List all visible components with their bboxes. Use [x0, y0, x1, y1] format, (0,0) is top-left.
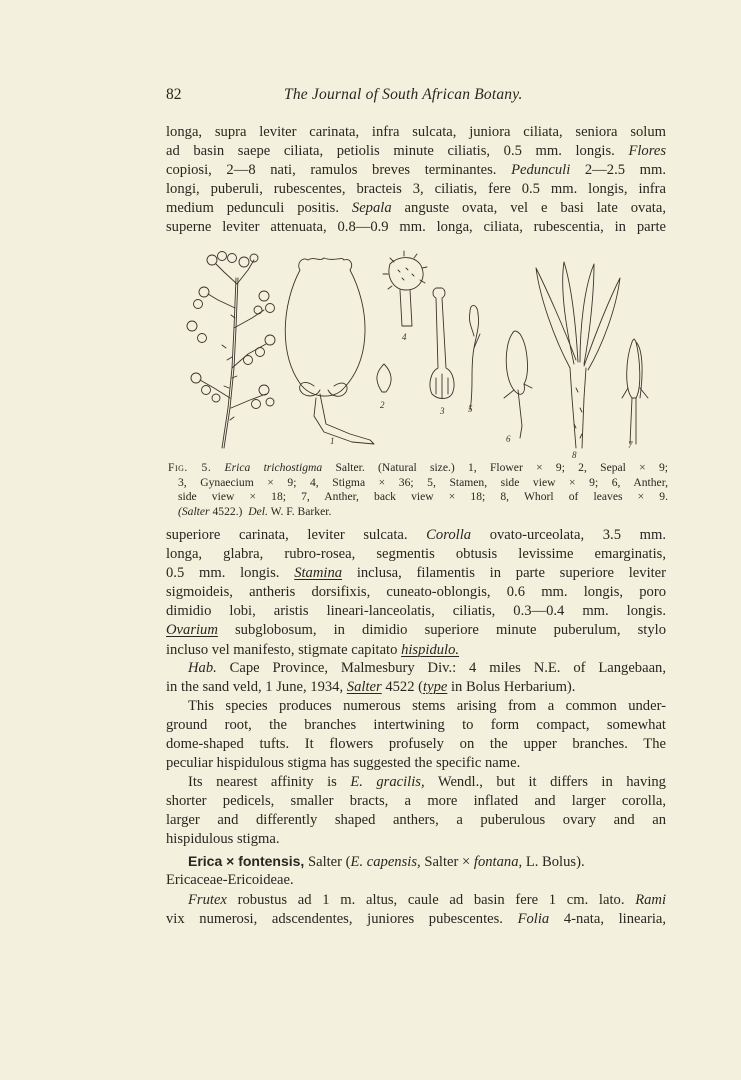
caption-line: Fig. 5. Erica trichostigma Salter. (Natural size.) 1, Flower × 9; 2, Sepal × 9; [168, 461, 669, 474]
term-stamina: Stamina [294, 565, 343, 582]
botanical-illustration [174, 248, 672, 458]
figure-label-2: 2 [380, 400, 385, 410]
text-line: This species produces numerous stems arising from a common under- [188, 698, 666, 714]
text-line: Erica × fontensis, Salter (E. capensis, Salter × fontana, L. Bolus). [188, 853, 585, 870]
term-sepala: Sepala [351, 200, 392, 217]
text-line: Frutex robustus ad 1 m. altus, caule ad basin fere 1 cm. lato. Rami [188, 892, 666, 908]
figure-label-7: 7 [628, 440, 633, 450]
text-line: dimidio lobi, aristis lineari-lanceolatis, ciliatis, 0.3—0.4 mm. longis. [166, 603, 666, 620]
species-heading [166, 852, 666, 890]
text-line: vix numerosi, adscendentes, juniores pubescentes. Folia 4-nata, linearia, [166, 911, 667, 928]
text-line: shorter pedicels, smaller bracts, a more inflated and larger corolla, [166, 793, 666, 810]
caption-line: 3, Gynaecium × 9; 4, Stigma × 36; 5, Stamen, side view × 9; 6, Anther, [178, 475, 668, 489]
caption-line: side view × 18; 7, Anther, back view × 18; 8, Whorl of leaves × 9. [178, 490, 668, 504]
anther-back-drawing [622, 339, 648, 444]
page-number: 82 [166, 86, 182, 103]
running-header [166, 86, 666, 108]
text-line: longa, supra leviter carinata, infra sulcata, juniora ciliata, seniora solum [166, 124, 666, 140]
text-line: longi, puberuli, rubescentes, bracteis 3, ciliatis, fere 0.5 mm. longis, infra [166, 181, 666, 198]
species-ref: E. gracilis, [350, 774, 425, 790]
text-line: Ovarium subglobosum, in dimidio superiore minute puberulum, stylo [166, 622, 666, 639]
plant-spray-drawing [187, 252, 275, 449]
text-line: incluso vel manifesto, stigmate capitato hispidulo. [166, 641, 460, 658]
figure-label-8: 8 [572, 450, 577, 458]
term-corolla: Corolla [426, 527, 472, 543]
term-pedunculi: Pedunculi [511, 162, 571, 179]
remarks-paragraph [166, 697, 666, 773]
journal-title: The Journal of South African Botany. [284, 86, 523, 103]
figure-label-4: 4 [402, 332, 407, 342]
description-paragraph-2 [166, 526, 666, 660]
text-line: larger and differently shaped anthers, a puberulous ovary and an [166, 812, 666, 829]
family-line: Ericaceae-Ericoideae. [166, 872, 294, 889]
text-line: dome-shaped tufts. It flowers profusely on the upper branches. The [166, 736, 666, 753]
text-line: Hab. Cape Province, Malmesbury Div.: 4 miles N.E. of Langebaan, [188, 660, 666, 676]
habitat-paragraph [166, 659, 666, 697]
figure-caption [168, 461, 668, 519]
text-line: copiosi, 2—8 nati, ramulos breves terminantes. Pedunculi 2—2.5 mm. [166, 162, 666, 179]
stamen-drawing [469, 305, 480, 410]
text-line: medium pedunculi positis. Sepala anguste ovata, vel e basi late ovata, [166, 200, 666, 217]
flower-drawing [285, 258, 374, 444]
figure-label-5: 5 [468, 404, 473, 414]
term-hispidulo: hispidulo. [401, 641, 460, 658]
text-line: Its nearest affinity is E. gracilis, Wendl., but it differs in having [188, 774, 666, 790]
text-line: superne leviter attenuata, 0.8—0.9 mm. longa, ciliata, rubescentia, in parte [166, 219, 666, 236]
text-line: hispidulous stigma. [166, 831, 280, 848]
sepal-drawing [377, 364, 391, 392]
hab-label: Hab. [188, 660, 217, 676]
description-paragraph-1 [166, 123, 666, 238]
species-name: Erica trichostigma [224, 461, 323, 474]
text-line: ground root, the branches intertwining to form compact, somewhat [166, 717, 666, 734]
text-line: in the sand veld, 1 June, 1934, Salter 4522 (type in Bolus Herbarium). [166, 679, 576, 696]
affinity-paragraph [166, 773, 666, 849]
text-line: ad basin saepe ciliata, petiolis minute ciliatis, 0.5 mm. longis. Flores [166, 143, 666, 160]
anther-side-drawing [504, 331, 532, 438]
stigma-drawing [383, 251, 427, 326]
text-line: 0.5 mm. longis. Stamina inclusa, filamentis in parte superiore leviter [166, 565, 667, 582]
figure-label-1: 1 [330, 436, 335, 446]
term-ovarium: Ovarium [166, 622, 218, 639]
caption-line: (Salter 4522.) Del. W. F. Barker. [178, 504, 332, 518]
description-paragraph-3 [166, 891, 666, 929]
term-flores: Flores [628, 143, 666, 160]
leaf-whorl-drawing [536, 262, 620, 448]
text-line: longa, glabra, rubro-rosea, segmentis obtusis levissime emarginatis, [166, 546, 666, 563]
text-line: sigmoideis, antheris dorsifixis, cuneato-oblongis, 0.6 mm. longis, poro [166, 584, 666, 601]
figure-label-6: 6 [506, 434, 511, 444]
text-line: peculiar hispidulous stigma has suggested the specific name. [166, 755, 521, 772]
text-line: superiore carinata, leviter sulcata. Corolla ovato-urceolata, 3.5 mm. [166, 527, 666, 543]
figure-label-3: 3 [440, 406, 445, 416]
species-title: Erica × fontensis, [188, 853, 305, 869]
gynaecium-drawing [430, 288, 454, 399]
figure-number: Fig. 5. [168, 461, 212, 474]
